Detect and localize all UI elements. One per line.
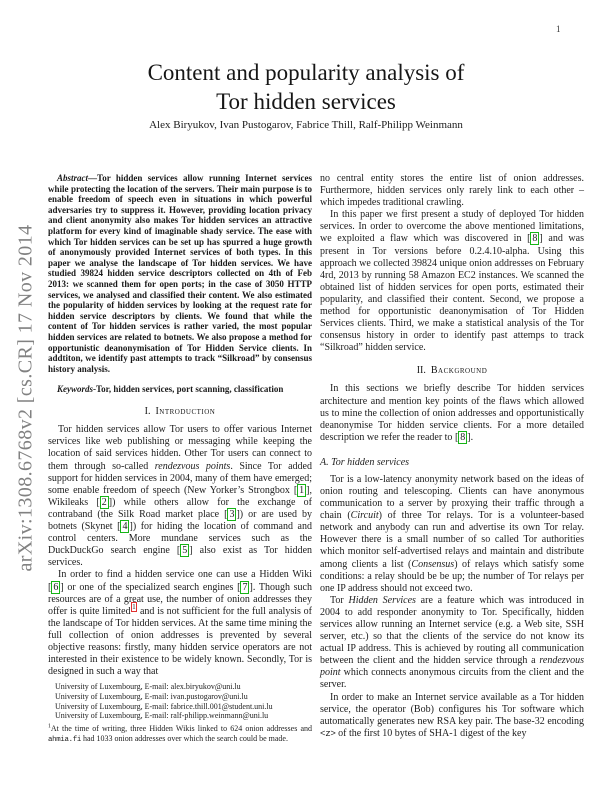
text-segment: and was present in Tor versions before 0.2.4.10-alpha. Using this approach we collected 39824 unique onion addresses on February 4rd, 2013 by running 58 Amazon EC2 instances. We scanned the obtained list of hidden services for open ports, estimated their popularity, and classified their content. Second, we propose a method for opportunistic deanonymisation of Tor Hidden Services clients. Third, we make a statistical analysis of the Tor consensus history in order to identify past attemps to track “Silkroad” hidden service.: [320, 233, 584, 354]
citation-link[interactable]: 8: [532, 233, 538, 245]
text-segment: 1: [48, 723, 51, 730]
keywords-label: Keywords: [57, 384, 93, 395]
text-segment: rendezvous points: [154, 460, 231, 472]
contributions-paragraph: In this paper we first present a study of deployed Tor hidden services. In order to overcome the above mentioned limitations, we exploited a flaw which was discovered in [ 8 ] and was present in Tor versions before 0.2.4.10-alpha. Using this approach we collected 39824 unique onion addresses on February 4rd, 2013 by running 58 Amazon EC2 instances. We scanned the obtained list of hidden services for open ports, estimated their popularity, and classified their content. Second, we propose a method for opportunistic deanonymisation of Tor Hidden Services clients. Third, we make a statistical analysis of the Tor consensus history in order to identify past attemps to track “Silkroad” hidden service.: [320, 209, 584, 354]
author-affiliations: [48, 682, 312, 721]
citation-link[interactable]: 7: [242, 581, 248, 593]
intro-paragraph-2: In order to find a hidden service one can use a Hidden Wiki [ 6 ] or one of the specialized search engines [ 7 ]. Though such resources are of a great use, the number of onion addresses they offer is quite limited $^1$ and is not sufficient for the full analysis of the landscape of Tor hidden services. At the same time mining the full collection of onion addresses is prevented by several objective reasons: firstly, many hidden service operators are not interested in their existence to be widely known. Secondly, Tor is designed in such a way that: [48, 569, 312, 678]
left-column: [48, 173, 312, 745]
text-segment: and is not sufficient for the full analysis of the landscape of Tor hidden services. At the same time mining the full collection of onion addresses is prevented by several objective reasons: firstly, many hidden service operators are not interested in their existence to be widely known. Secondly, Tor is designed in such a way that: [48, 605, 312, 678]
authors-line: Alex Biryukov, Ivan Pustogarov, Fabrice Thill, Ralf-Philipp Weinmann: [149, 119, 463, 131]
section-number: II.: [416, 365, 426, 377]
right-column: [320, 173, 584, 740]
intro-paragraph-1: Tor hidden services allow Tor users to offer various Internet services like web publishing or messaging while keeping the location of said services hidden. Other Tor users can connect to them through so-called rendezvous points. Since Tor added support for hidden services in 2004, many of them have emerged; some enable freedom of speech (New Yorker’s Strongbox [ 1 ], Wikileaks [ 2 ]) while others allow for the exchange of contraband (the Silk Road market place [ 3 ]) or are used by botnets (Skynet [ 4 ]) for hiding the location of command and control centers. More mundane services such as the DuckDuckGo search engine [ 5 ] also exist as Tor hidden services.: [48, 424, 313, 569]
affiliation-line: University of Luxembourg, E-mail: fabrice.thill.001@student.uni.lu: [55, 701, 273, 711]
text-segment: or one of the specialized search engines: [63, 581, 238, 593]
citation-link[interactable]: 6: [53, 581, 59, 593]
text-segment: . Since Tor added support for hidden services in 2004, many of them have emerged; some enable freedom of speech (New Yorker’s Strongbox: [48, 460, 312, 496]
text-segment: In order to find a hidden service one can use a Hidden Wiki: [58, 569, 312, 581]
title-block: [0, 58, 612, 116]
text-segment: of the first 10 bytes of SHA-1 digest of the key: [335, 727, 527, 739]
text-segment: In this paper we first present a study of deployed Tor hidden services. In order to overcome the above mentioned limitations, we exploited a flaw which was discovered in: [320, 209, 584, 245]
section-heading-introduction: [48, 406, 312, 417]
text-segment: Consensus: [411, 558, 455, 570]
text-segment: . Though such resources are of a great use, the number of onion addresses they offer is quite limited: [48, 581, 312, 617]
citation-link[interactable]: 4: [122, 521, 128, 533]
text-segment: Hidden Services: [348, 594, 416, 606]
footnote-ref[interactable]: 1: [132, 603, 136, 612]
text-segment: At the time of writing, three Hidden Wikis linked to 624 onion addresses and: [50, 724, 312, 734]
footnote-1: [48, 724, 312, 745]
text-segment: had 1033 onion addresses over which the search could be made.: [80, 733, 288, 743]
arxiv-stamp: arXiv:1308.6768v2 [cs.CR] 17 Nov 2014: [14, 224, 37, 572]
page-number: 1: [556, 24, 561, 34]
citation-link[interactable]: 5: [182, 545, 188, 557]
subsection-heading-tor-hidden-services: A. Tor hidden services: [320, 456, 410, 468]
text-segment: ) while others allow for the exchange of contraband (the Silk Road market place: [48, 496, 312, 520]
text-segment: rendezvous point: [320, 655, 584, 679]
text-segment: ) of three Tor relays. Tor is a volunteer-based network and anybody can run and advertise its own Tor relay. However there is a small number of so called Tor authorities which monitor self-advertised relays and maintain and distribute among clients a list (: [320, 510, 584, 570]
text-segment: In order to make an Internet service available as a Tor hidden service, the operator (Bob) configures his Tor software which automatically generates new RSA key pair. The base-32 encoding: [320, 691, 584, 727]
text-segment: ahmia.fi: [48, 735, 81, 744]
affiliation-line: University of Luxembourg, E-mail: alex.biryukov@uni.lu: [55, 682, 241, 692]
paper-title-line-1: Content and popularity analysis of: [147, 60, 465, 85]
text-segment: also exist as Tor hidden services.: [48, 545, 313, 569]
affiliation-line: University of Luxembourg, E-mail: ivan.pustogarov@uni.lu: [55, 691, 248, 701]
citation-link[interactable]: 8: [460, 431, 466, 443]
abstract-paragraph: [48, 173, 312, 374]
text-segment: ) of relays which satisfy some conditions: a relay should be be up; the number of Tor relays per one IP address should not exceed two.: [320, 558, 584, 594]
text-segment: , Wikileaks: [48, 484, 312, 508]
continuation-paragraph: [320, 173, 584, 209]
citation-link[interactable]: 3: [229, 508, 235, 520]
text-segment: are a feature which was introduced in 2004 to add responder anonymity to Tor. Specifically, hidden services allow running an Internet service (e.g. a Web site, SSH server, etc.) so that the clients of the service do not know its actual IP address. This is achieved by routing all communication between the client and the hidden service through a: [320, 594, 584, 667]
keywords-text: -Tor, hidden services, port scanning, classification: [93, 384, 284, 395]
text-segment: Tor hidden services allow Tor users to offer various Internet services like web publishing or messaging while keeping the location of said services hidden. Other Tor users can connect to them through so-called: [48, 424, 312, 472]
text-segment: Tor is a low-latency anonymity network based on the ideas of onion routing and telescoping. Clients can have anonymous communication to a server by proxying their traffic through a chain (: [320, 473, 584, 522]
abstract-text: —Tor hidden services allow running Internet services while protecting the location of the servers. Their main purpose is to enable freedom of speech even in situations in which powerful adversaries try to suppress it. However, providing location privacy and client anonymity also makes Tor hidden services an attractive platform for every kind of imaginable shady service. The ease with which Tor hidden services can be set up has spurred a huge growth of anonymously provided Internet services of both types. In this paper we analyse the landscape of Tor hidden services. We have studied 39824 hidden service descriptors collected on 4th of Feb 2013: we scanned them for open ports; in the case of 3050 HTTP services, we analysed and classified their content. We also estimated the popularity of hidden services by looking at the request rate for hidden service descriptors by clients. We found that while the content of Tor hidden services is rather varied, the most popular hidden services are related to botnets. We also propose a method for opportunistic deanonymisation of Tor Hidden Service clients. In addtiton, we identify past attempts to track “Silkroad” by consensus history analysis.: [48, 173, 312, 374]
text-segment: <z>: [320, 727, 336, 739]
affiliation-line: University of Luxembourg, E-mail: ralf-philipp.weinmann@uni.lu: [55, 711, 269, 721]
text-segment: no central entity stores the entire list of onion addresses. Furthermore, hidden services only rarely link to each other – which impedes traditional crawling.: [320, 173, 584, 209]
text-segment: Tor: [330, 594, 349, 606]
citation-link[interactable]: 1: [299, 484, 305, 496]
text-segment: .: [470, 431, 474, 443]
section-title: Introduction: [155, 406, 216, 418]
section-title: Background: [430, 365, 488, 377]
section-number: I.: [144, 406, 151, 418]
text-segment: ) or are used by botnets (Skynet: [48, 508, 312, 533]
text-segment: ) for hiding the location of command and control centers. More mundane services such as the DuckDuckGo search engine: [48, 521, 312, 557]
tor-network-paragraph: [320, 474, 584, 595]
hidden-services-paragraph: [320, 595, 584, 692]
paper-title-line-2: Tor hidden services: [216, 89, 396, 114]
onion-address-paragraph: [320, 692, 584, 740]
text-segment: which connects anonymous circuits from the client and the server.: [320, 667, 584, 691]
abstract-label: Abstract: [57, 173, 89, 183]
text-segment: Circuit: [350, 510, 379, 522]
citation-link[interactable]: 2: [101, 496, 107, 508]
keywords-line: [48, 384, 312, 395]
section-heading-background: [320, 365, 584, 376]
text-segment: In this sections we briefly describe Tor hidden services architecture and mention key points of the flaws which allowed us to mine the collection of onion addresses and opportunistically deanonymise Tor hidden service clients. For a more detailed description we refer the reader to: [320, 383, 584, 443]
background-paragraph: In this sections we briefly describe Tor hidden services architecture and mention key points of the flaws which allowed us to mine the collection of onion addresses and opportunistically deanonymise Tor hidden service clients. For a more detailed description we refer the reader to [ 8 ].: [320, 383, 584, 443]
